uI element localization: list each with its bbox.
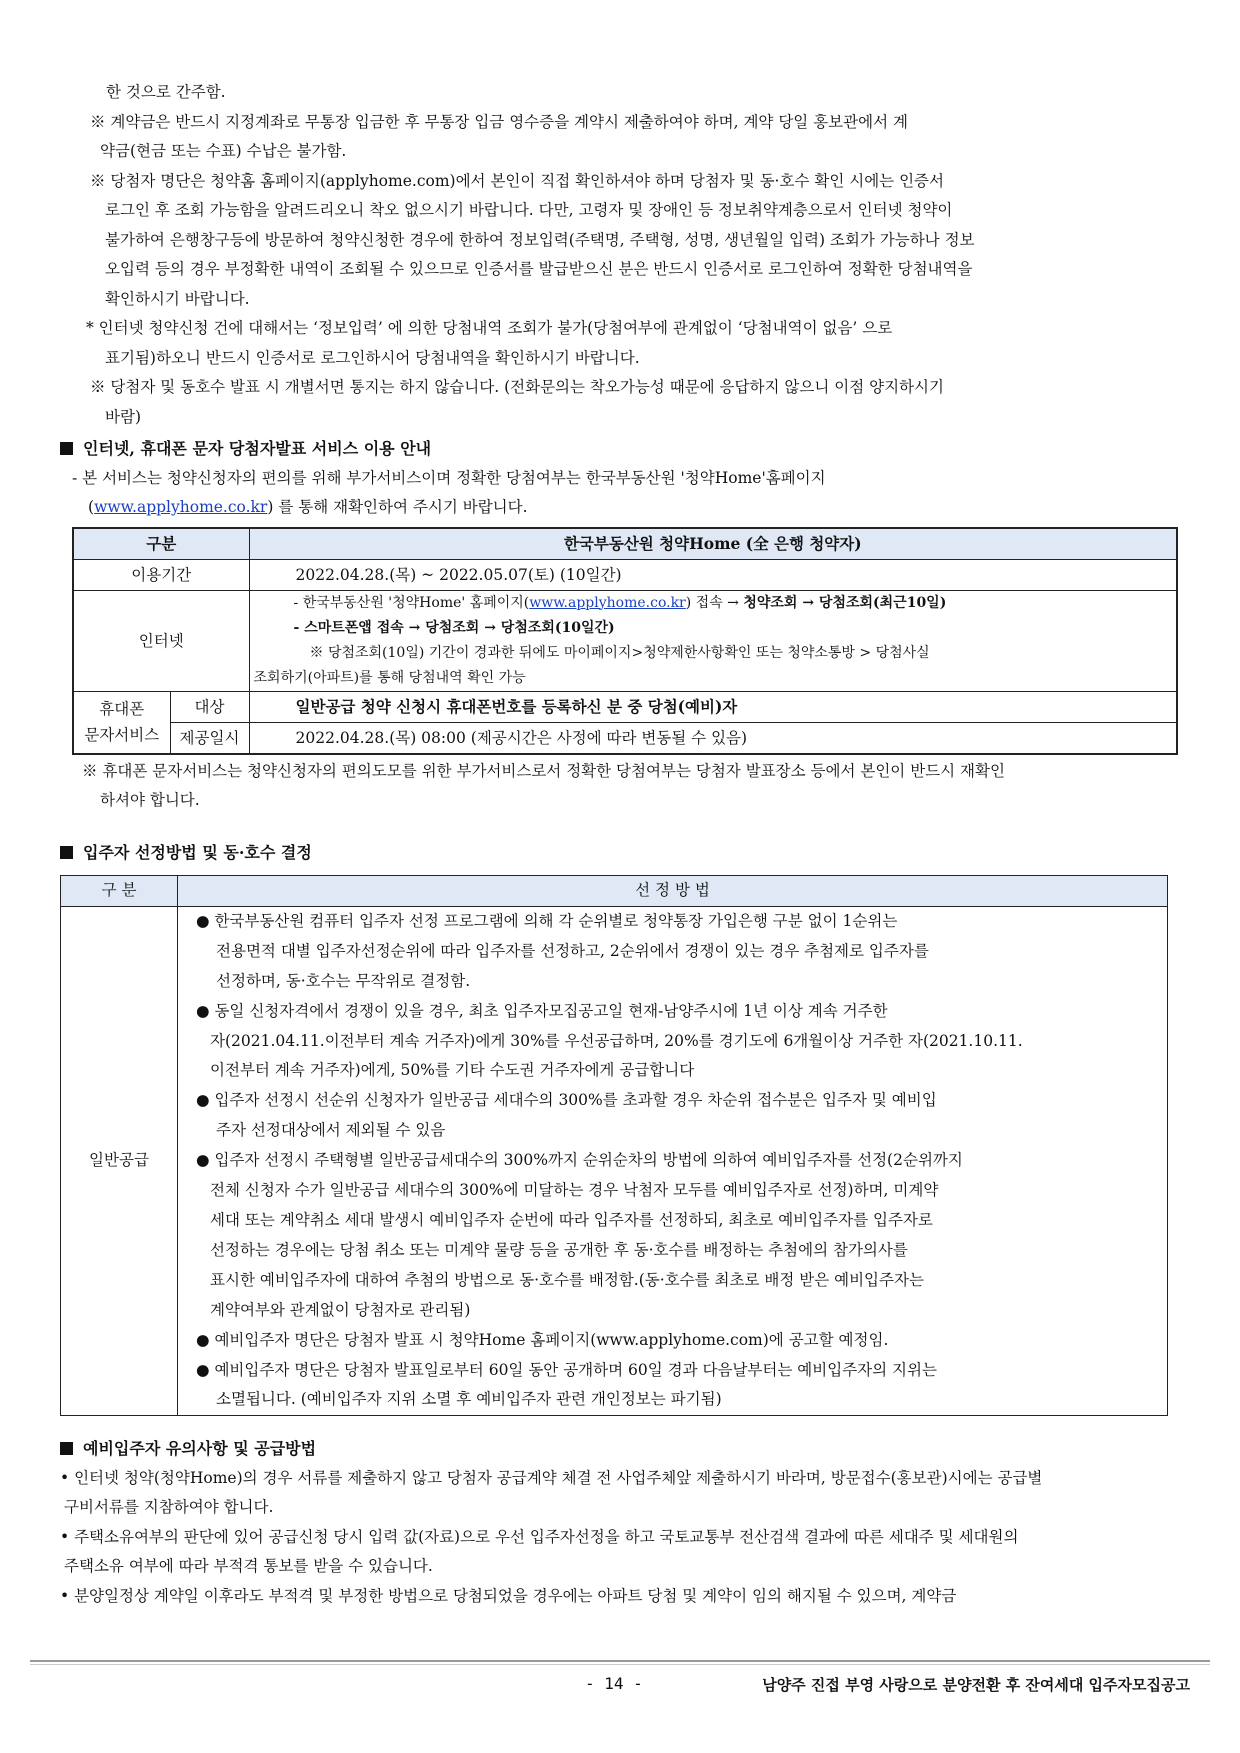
row-label: 인터넷 <box>73 590 249 691</box>
applyhome-link[interactable]: www.applyhome.co.kr <box>529 594 686 611</box>
internet-line: - 스마트폰앱 접속 → 당첨조회 → 당첨조회(10일간) <box>293 619 615 636</box>
internet-line: ※ 당첨조회(10일) 기간이 경과한 뒤에도 마이페이지>청약제한사항확인 또는 청약소통방 > 당첨사실 <box>309 644 930 661</box>
document-page <box>60 78 1180 1611</box>
bullet-line: 자(2021.04.11.이전부터 계속 거주자)에게 30%를 우선공급하며, 20%를 경기도에 6개월이상 거주한 자(2021.10.11. <box>210 1031 1023 1050</box>
intro-line: 바람) <box>105 407 141 426</box>
bullet-line: ● 동일 신청자격에서 경쟁이 있을 경우, 최초 입주자모집공고일 현재-남양주시에 1년 이상 계속 거주한 <box>196 1001 888 1020</box>
intro-line: 로그인 후 조회 가능함을 알려드리오니 착오 없으시기 바랍니다. 다만, 고령자 및 장애인 등 정보취약계층으로서 인터넷 청약이 <box>105 201 953 219</box>
bullet-line: ● 입주자 선정시 주택형별 일반공급세대수의 300%까지 순위순차의 방법에 의하여 예비입주자를 선정(2순위까지 <box>196 1151 963 1170</box>
bullet-line: ● 입주자 선정시 선순위 신청자가 일반공급 세대수의 300%를 초과할 경우 차순위 접수분은 입주자 및 예비입 <box>196 1091 937 1110</box>
bullet-line: 전체 신청자 수가 일반공급 세대수의 300%에 미달하는 경우 낙첨자 모두를 예비입주자로 선정)하며, 미계약 <box>210 1181 939 1200</box>
notice-line: • 인터넷 청약(청약Home)의 경우 서류를 제출하지 않고 당첨자 공급계약 체결 전 사업주체앞 제출하시기 바라며, 방문접수(홍보관)시에는 공급별 <box>60 1468 1043 1487</box>
page-number: - 14 - <box>585 1674 643 1693</box>
bullet-line: 선정하며, 동·호수는 무작위로 결정함. <box>216 971 471 990</box>
selection-bullets <box>178 906 1168 1415</box>
bullet-line: 표시한 예비입주자에 대하여 추첨의 방법으로 동·호수를 배정함.(동·호수를 최초로 배정 받은 예비입주자는 <box>210 1270 924 1289</box>
intro-line: 불가하여 은행창구등에 방문하여 청약신청한 경우에 한하여 정보입력(주택명, 주택형, 성명, 생년월일 입력) 조회가 가능하나 정보 <box>105 230 975 249</box>
applyhome-link[interactable]: www.applyhome.co.kr <box>94 498 268 516</box>
section-heading <box>60 1434 1180 1464</box>
announcement-service-table <box>72 527 1178 755</box>
notice-line: 구비서류를 지참하여야 합니다. <box>64 1498 274 1517</box>
bullet-line: 소멸됩니다. (예비입주자 지위 소멸 후 예비입주자 관련 개인정보는 파기됨) <box>216 1390 722 1409</box>
intro-line: ※ 당첨자 명단은 청약홈 홈페이지(applyhome.com)에서 본인이 직접 확인하셔야 하며 당첨자 및 동·호수 확인 시에는 인증서 <box>90 171 944 190</box>
section-title: 예비입주자 유의사항 및 공급방법 <box>83 1439 317 1459</box>
row-label: 일반공급 <box>61 906 178 1415</box>
row-label: 대상 <box>170 691 249 722</box>
intro-line: 표기됨)하오니 반드시 인증서로 로그인하시어 당첨내역을 확인하시기 바랍니다. <box>105 348 640 367</box>
period-value: 2022.04.28.(목) ~ 2022.05.07(토) (10일간) <box>249 559 1177 590</box>
notice-line: • 주택소유여부의 판단에 있어 공급신청 당시 입력 값(자료)으로 우선 입주자선정을 하고 국토교통부 전산검색 결과에 따른 세대주 및 세대원의 <box>60 1527 1019 1546</box>
section-desc: - 본 서비스는 청약신청자의 편의를 위해 부가서비스이며 정확한 당첨여부는 한국부동산원 '청약Home'홈페이지 <box>72 468 826 487</box>
bullet-line: 계약여부와 관계없이 당첨자로 관리됨) <box>210 1300 471 1319</box>
bullet-line: ● 예비입주자 명단은 당첨자 발표일로부터 60일 동안 공개하며 60일 경과 다음날부터는 예비입주자의 지위는 <box>196 1360 937 1379</box>
intro-line: ※ 계약금은 반드시 지정계좌로 무통장 입금한 후 무통장 입금 영수증을 계약시 제출하여야 하며, 계약 당일 홍보관에서 계 <box>90 112 908 131</box>
target-value: 일반공급 청약 신청시 휴대폰번호를 등록하신 분 중 당첨(예비)자 <box>249 691 1177 722</box>
bullet-line: 선정하는 경우에는 당첨 취소 또는 미계약 물량 등을 공개한 후 동·호수를 배정하는 추첨에의 참가의사를 <box>210 1240 908 1259</box>
section-heading <box>60 838 1180 868</box>
table-header: 한국부동산원 청약Home (全 은행 청약자) <box>249 528 1177 560</box>
bullet-line: 전용면적 대별 입주자선정순위에 따라 입주자를 선정하고, 2순위에서 경쟁이 있는 경우 추첨제로 입주자를 <box>216 941 929 960</box>
section-title: 입주자 선정방법 및 동·호수 결정 <box>83 842 312 862</box>
note-line: 하셔야 합니다. <box>100 791 200 809</box>
table-header: 구분 <box>73 528 249 560</box>
selection-method-table <box>60 875 1168 1416</box>
internet-cell: - 한국부동산원 '청약Home' 홈페이지(www.applyhome.co.kr) 접속 → 청약조회 → 당첨조회(최근10일) - 스마트폰앱 접속 → 당첨조회 → 당첨조회(10일간) ※ 당첨조회(10일) 기간이 경과한 뒤에도 마이페이지>청약제한사항확인 또는 청약소통방 > 당첨사실 조회하기(아파트)를 통해 당첨내역 확인 가능 <box>249 590 1177 691</box>
intro-line: 오입력 등의 경우 부정확한 내역이 조회될 수 있으므로 인증서를 발급받으신 분은 반드시 인증서로 로그인하여 정확한 당첨내역을 <box>105 260 973 278</box>
section-title: 인터넷, 휴대폰 문자 당첨자발표 서비스 이용 안내 <box>83 439 432 458</box>
footer-title: 남양주 진접 부영 사랑으로 분양전환 후 잔여세대 입주자모집공고 <box>762 1676 1190 1694</box>
row-label: 이용기간 <box>73 559 249 590</box>
intro-line: 확인하시기 바랍니다. <box>105 289 250 308</box>
intro-line: ※ 당첨자 및 동호수 발표 시 개별서면 통지는 하지 않습니다. (전화문의는 착오가능성 때문에 응답하지 않으니 이점 양지하시기 <box>90 378 944 396</box>
bullet-line: 세대 또는 계약취소 세대 발생시 예비입주자 순번에 따라 입주자를 선정하되, 최초로 예비입주자를 입주자로 <box>210 1210 933 1229</box>
note-line: ※ 휴대폰 문자서비스는 청약신청자의 편의도모를 위한 부가서비스로서 정확한 당첨여부는 당첨자 발표장소 등에서 본인이 반드시 재확인 <box>82 761 1005 780</box>
square-bullet-icon <box>60 1442 73 1455</box>
row-label: 제공일시 <box>170 722 249 754</box>
bullet-line: ● 예비입주자 명단은 당첨자 발표 시 청약Home 홈페이지(www.applyhome.com)에 공고할 예정임. <box>196 1330 889 1349</box>
section-desc: (www.applyhome.co.kr) 를 통해 재확인하여 주시기 바랍니다. <box>88 498 528 516</box>
intro-line: 약금(현금 또는 수표) 수납은 불가함. <box>100 142 347 160</box>
section-heading <box>60 434 1180 464</box>
internet-line: 조회하기(아파트)를 통해 당첨내역 확인 가능 <box>253 669 526 686</box>
bullet-line: 이전부터 계속 거주자)에게, 50%를 기타 수도권 거주자에게 공급합니다 <box>210 1061 695 1080</box>
notice-line: 주택소유 여부에 따라 부적격 통보를 받을 수 있습니다. <box>64 1557 433 1576</box>
square-bullet-icon <box>60 846 73 859</box>
bullet-line: ● 한국부동산원 컴퓨터 입주자 선정 프로그램에 의해 각 순위별로 청약통장 가입은행 구분 없이 1순위는 <box>196 911 898 930</box>
date-value: 2022.04.28.(목) 08:00 (제공시간은 사정에 따라 변동될 수 있음) <box>249 722 1177 754</box>
table-header: 구 분 <box>61 876 178 907</box>
bullet-line: 주자 선정대상에서 제외될 수 있음 <box>216 1121 446 1140</box>
notice-line: • 분양일정상 계약일 이후라도 부적격 및 부정한 방법으로 당첨되었을 경우에는 아파트 당첨 및 계약이 임의 해지될 수 있으며, 계약금 <box>60 1586 957 1605</box>
footer-divider <box>30 1660 1210 1662</box>
square-bullet-icon <box>60 442 73 455</box>
intro-line: * 인터넷 청약신청 건에 대해서는 ‘정보입력’ 에 의한 당첨내역 조회가 불가(당첨여부에 관계없이 ‘당첨내역이 없음’ 으로 <box>86 319 893 337</box>
intro-line: 한 것으로 간주함. <box>106 83 226 101</box>
table-header: 선 정 방 법 <box>178 876 1168 907</box>
row-label: 휴대폰 문자서비스 <box>73 691 170 754</box>
footer-divider <box>30 1664 1210 1665</box>
